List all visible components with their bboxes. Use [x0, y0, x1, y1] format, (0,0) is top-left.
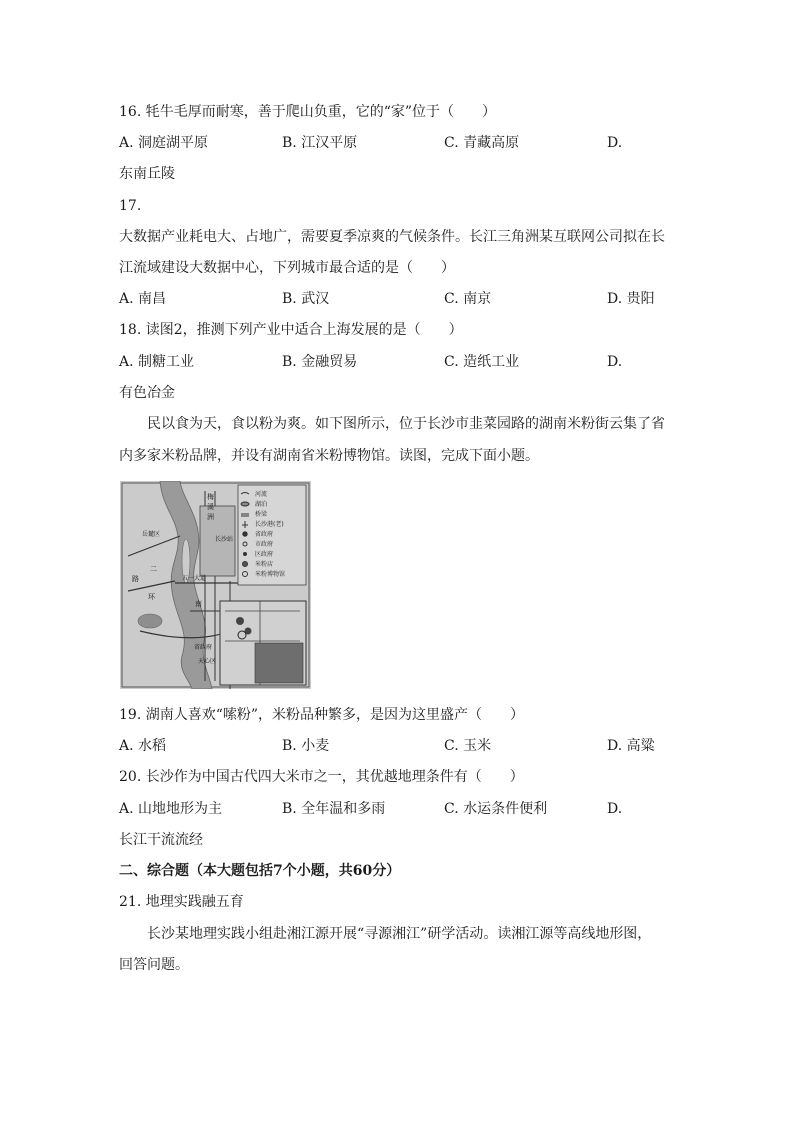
legend-item: 河流	[255, 491, 268, 498]
legend-item: 区政府	[255, 551, 274, 558]
map-label: 天心区	[198, 658, 217, 665]
legend-item: 湖泊	[255, 501, 268, 508]
q21-title: 21. 地理实践融五育	[119, 894, 244, 910]
q17-option-b: B. 武汉	[282, 291, 330, 307]
map-label: 洲	[207, 513, 214, 521]
changsha-rice-noodle-map	[120, 481, 311, 689]
rice-noodle-shop	[236, 617, 244, 625]
q17-number: 17.	[119, 198, 142, 214]
map-label: 环	[148, 593, 155, 601]
q20-stem: 20. 长沙作为中国古代四大米市之一，其优越地理条件有（ ）	[119, 769, 524, 785]
q17-option-c: C. 南京	[444, 291, 492, 307]
q17-stem-line1: 大数据产业耗电大、占地广，需要夏季凉爽的气候条件。长江三角洲某互联网公司拟在长	[119, 229, 665, 245]
legend-item: 长沙港(老)	[255, 521, 284, 528]
museum-photo	[255, 643, 303, 683]
map-label: 南	[195, 600, 202, 608]
q19-stem: 19. 湖南人喜欢“嗦粉”，米粉品种繁多，是因为这里盛产（ ）	[119, 707, 525, 723]
q17-option-a: A. 南昌	[119, 291, 167, 307]
map-label: 长沙站	[215, 536, 234, 543]
q16-option-a: A. 洞庭湖平原	[119, 135, 209, 151]
q16-option-b: B. 江汉平原	[282, 135, 358, 151]
passage-line1: 民以食为天，食以粉为爽。如下图所示，位于长沙市韭菜园路的湖南米粉街云集了省	[147, 416, 665, 432]
q20-option-d-text: 长江干流流经	[119, 832, 203, 848]
q20-option-b: B. 全年温和多雨	[282, 801, 386, 817]
legend-item: 米粉店	[255, 561, 274, 568]
q18-option-d-text: 有色冶金	[119, 385, 175, 401]
q16-option-c: C. 青藏高原	[444, 135, 520, 151]
q18-option-a: A. 制糖工业	[119, 354, 195, 370]
q18-option-b: B. 金融贸易	[282, 354, 358, 370]
q21-line1: 长沙某地理实践小组赴湘江源开展“寻源湘江”研学活动。读湘江源等高线地形图，	[147, 926, 652, 942]
section-heading: 二、综合题（本大题包括7个小题，共60分）	[119, 863, 401, 879]
legend-item: 省政府	[255, 531, 274, 538]
q19-option-a: A. 水稻	[119, 738, 167, 754]
q20-option-a: A. 山地地形为主	[119, 801, 223, 817]
legend-item: 米粉博物馆	[255, 571, 286, 578]
map-label: 省政府	[194, 644, 213, 651]
q17-option-d: D. 贵阳	[607, 291, 655, 307]
q16-option-d: D.	[607, 135, 623, 151]
q21-line2: 回答问题。	[119, 957, 189, 973]
q19-option-d: D. 高粱	[607, 738, 655, 754]
q17-stem-line2: 江流域建设大数据中心，下列城市最合适的是（ ）	[119, 260, 455, 276]
q20-option-d: D.	[607, 801, 623, 817]
q16-option-d-text: 东南丘陵	[119, 166, 175, 182]
q20-option-c: C. 水运条件便利	[444, 801, 548, 817]
q18-stem: 18. 读图2，推测下列产业中适合上海发展的是（ ）	[119, 322, 463, 338]
q18-option-c: C. 造纸工业	[444, 354, 520, 370]
q19-option-b: B. 小麦	[282, 738, 330, 754]
legend-item: 桥梁	[255, 511, 268, 518]
q16-stem: 16. 牦牛毛厚而耐寒，善于爬山负重，它的“家”位于（ ）	[119, 104, 497, 120]
map-label: 岳麓区	[142, 531, 161, 538]
map-label: 梅	[207, 493, 214, 501]
legend-item: 市政府	[255, 541, 274, 548]
map-label: 二	[150, 565, 157, 573]
lake	[138, 614, 162, 628]
map-label: 路	[132, 575, 139, 583]
q18-option-d: D.	[607, 354, 623, 370]
q19-option-c: C. 玉米	[444, 738, 492, 754]
map-label: 五一大道	[182, 575, 207, 582]
passage-line2: 内多家米粉品牌，并设有湖南省米粉博物馆。读图，完成下面小题。	[119, 448, 539, 464]
map-label: 溪	[207, 503, 214, 511]
